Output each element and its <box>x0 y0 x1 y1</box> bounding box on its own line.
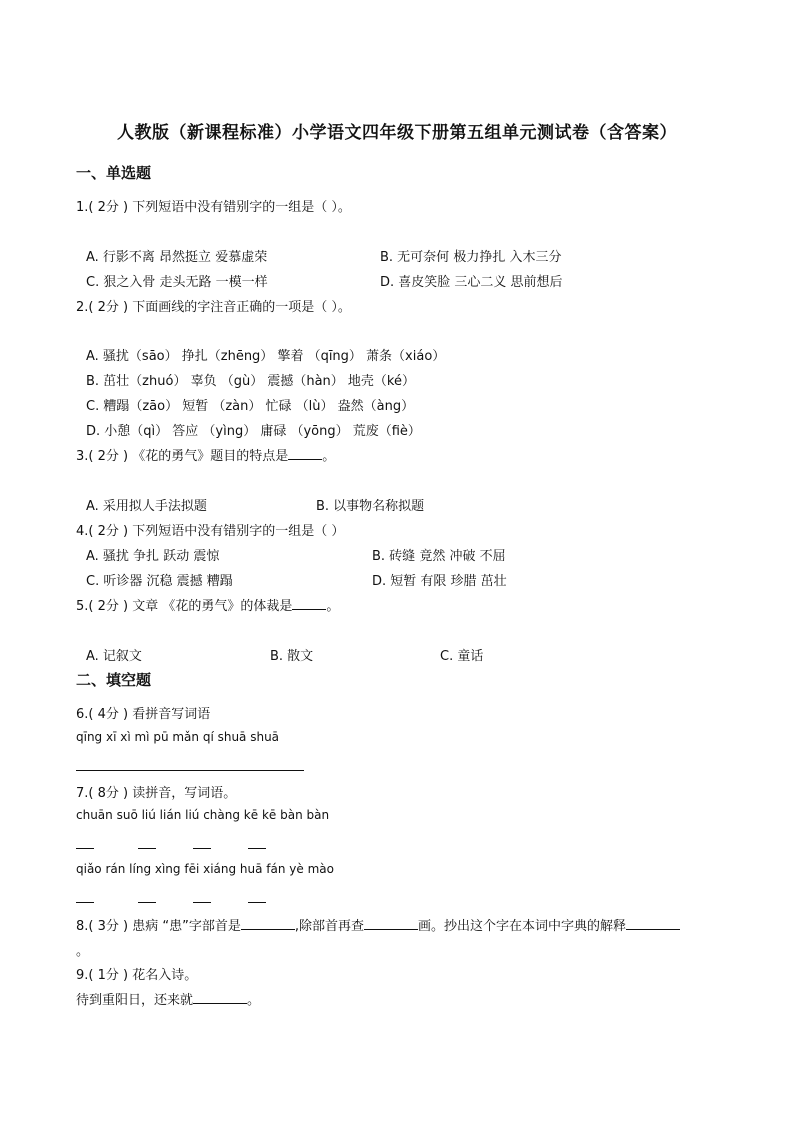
q3-option-a: A. 采用拟人手法拟题 <box>86 499 207 514</box>
q1-option-a: A. 行影不离 昂然挺立 爱慕虚荣 <box>86 250 268 265</box>
section-heading-single-choice: 一、单选题 <box>76 164 152 182</box>
question-3-end: 。 <box>322 449 336 464</box>
q7-blank[interactable] <box>193 902 211 903</box>
q1-option-d: D. 喜皮笑脸 三心二义 思前想后 <box>380 275 563 290</box>
answer-blank[interactable] <box>288 447 322 460</box>
question-8 <box>76 915 680 934</box>
page-title: 人教版（新课程标准）小学语文四年级下册第五组单元测试卷（含答案） <box>117 123 677 143</box>
q2-option-d: D. 小憩（qì） 答应 （yìng） 庸碌 （yōng） 荒废（fiè） <box>86 424 421 439</box>
question-1: 1.( 2分 ) 下列短语中没有错别字的一组是（ ）。 <box>76 200 351 215</box>
q4-option-b: B. 砖缝 竟然 冲破 不屈 <box>372 549 506 564</box>
question-7: 7.( 8分 ) 读拼音，写词语。 <box>76 786 237 801</box>
q2-option-a: A. 骚扰（sāo） 挣扎（zhēng） 擎着 （qīng） 萧条（xiáo） <box>86 349 446 364</box>
q7-blank[interactable] <box>248 848 266 849</box>
answer-blank[interactable] <box>626 917 680 930</box>
question-8-part-3: 画。抄出这个字在本词中字典的解释 <box>417 919 626 934</box>
q5-option-c: C. 童话 <box>440 649 484 664</box>
q7-pinyin-row-2: qiǎo rán líng xìng fēi xiáng huā fán yè mào <box>76 862 334 876</box>
q5-option-a: A. 记叙文 <box>86 649 142 664</box>
q1-option-b: B. 无可奈何 极力挣扎 入木三分 <box>380 250 562 265</box>
q1-option-c: C. 狠之入骨 走头无路 一模一样 <box>86 275 268 290</box>
q7-blank[interactable] <box>193 848 211 849</box>
question-9-text: 待到重阳日，还来就 <box>76 993 194 1008</box>
question-5-text: 5.( 2分 ) 文章 《花的勇气》的体裁是 <box>76 599 293 614</box>
q5-option-b: B. 散文 <box>270 649 314 664</box>
q3-option-b: B. 以事物名称拟题 <box>316 499 425 514</box>
q4-option-d: D. 短暂 有限 珍腊 茁壮 <box>372 574 507 589</box>
question-9-line <box>76 989 260 1008</box>
question-2: 2.( 2分 ) 下面画线的字注音正确的一项是（ ）。 <box>76 300 351 315</box>
question-5-end: 。 <box>326 599 340 614</box>
q7-blank[interactable] <box>138 848 156 849</box>
answer-blank[interactable] <box>292 597 326 610</box>
question-6: 6.( 4分 ) 看拼音写词语 <box>76 707 211 722</box>
q2-option-b: B. 茁壮（zhuó） 辜负 （gù） 震撼（hàn） 地壳（ké） <box>86 374 415 389</box>
question-9-end: 。 <box>247 993 261 1008</box>
q2-option-c: C. 糟蹋（zāo） 短暂 （zàn） 忙碌 （lù） 盎然（àng） <box>86 399 415 414</box>
question-8-part-1: 8.( 3分 ) 患病 “患”字部首是 <box>76 919 241 934</box>
answer-blank[interactable] <box>193 991 247 1004</box>
q4-option-a: A. 骚扰 争扎 跃动 震惊 <box>86 549 220 564</box>
q7-blank[interactable] <box>248 902 266 903</box>
question-3 <box>76 445 335 464</box>
answer-blank[interactable] <box>364 917 418 930</box>
question-9: 9.( 1分 ) 花名入诗。 <box>76 968 198 983</box>
q7-blank[interactable] <box>76 902 94 903</box>
q7-blank[interactable] <box>76 848 94 849</box>
q4-option-c: C. 听诊器 沉稳 震撼 糟蹋 <box>86 574 233 589</box>
q7-pinyin-row-1: chuān suō liú lián liú chàng kē kē bàn bàn <box>76 808 330 822</box>
q7-blank[interactable] <box>138 902 156 903</box>
q6-pinyin-row: qīng xī xì mì pū mǎn qí shuā shuā <box>76 730 280 744</box>
answer-blank[interactable] <box>241 917 295 930</box>
question-4: 4.( 2分 ) 下列短语中没有错别字的一组是（ ） <box>76 524 345 539</box>
question-8-end: 。 <box>76 944 90 959</box>
question-3-text: 3.( 2分 ) 《花的勇气》题目的特点是 <box>76 449 289 464</box>
q6-answer-line[interactable] <box>76 770 304 771</box>
question-8-part-2: ,除部首再查 <box>294 919 364 934</box>
question-5 <box>76 595 339 614</box>
section-heading-fill-in: 二、填空题 <box>76 671 152 689</box>
